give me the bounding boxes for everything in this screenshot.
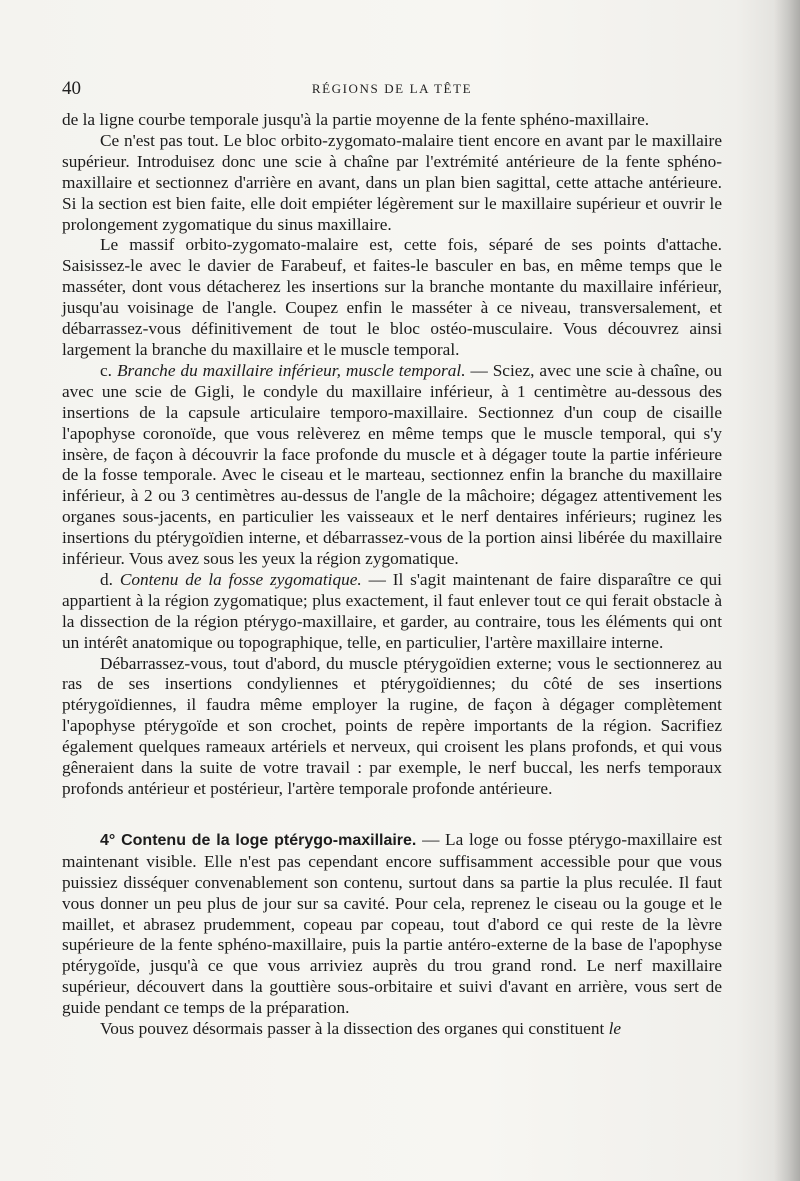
paragraph: de la ligne courbe temporale jusqu'à la partie moyenne de la fente sphéno-maxillaire.: [62, 110, 650, 129]
paragraph-body: — Il s'agit maintenant de faire disparaître ce qui appartient à la région zygomatique; plus exactement, il faut enlever tout ce qui ferait obstacle à la dissection de la région ptérygo-maxillaire, et garder, au contraire, tous les éléments qui ont un intérêt anatomique ou topographique, telle, en particulier, l'artère maxillaire interne.: [62, 569, 722, 652]
body-text: [62, 110, 722, 1040]
running-head: RÉGIONS DE LA TÊTE: [311, 81, 473, 96]
paragraph: Le massif orbito-zygomato-malaire est, cette fois, séparé de ses points d'attache. Saisissez-le avec le davier de Farabeuf, et faites-le basculer en bas, en même temps que le masséter, dont vous détacherez les insertions sur la branche montante du maxillaire inférieur, jusqu'au voisinage de l'angle. Coupez enfin le masséter à ce niveau, transversalement, et débarrassez-vous définitivement de tout le bloc ostéo-musculaire. Vous découvrez ainsi largement la branche du maxillaire et le muscle temporal.: [62, 235, 722, 359]
section-heading: 4° Contenu de la loge ptérygo-maxillaire.: [100, 831, 417, 849]
subsection-heading: Contenu de la fosse zygomatique.: [119, 569, 362, 589]
paragraph-branche-maxillaire: [62, 361, 722, 570]
paragraph: Ce n'est pas tout. Le bloc orbito-zygomato-malaire tient encore en avant par le maxillaire supérieur. Introduisez donc une scie à chaîne par l'extrémité antérieure de la fente sphéno-maxillaire et sectionnez d'arrière en avant, dans un plan bien sagittal, cette attache antérieure. Si la section est bien faite, elle doit empiéter légèrement sur le maxillaire supérieur et ouvrir le prolongement zygomatique du sinus maxillaire.: [62, 130, 722, 234]
subsection-heading: Branche du maxillaire inférieur, muscle temporal.: [116, 360, 466, 380]
paragraph-fosse-zygomatique: [62, 570, 722, 654]
paragraph-body: Vous pouvez désormais passer à la dissection des organes qui constituent: [100, 1019, 609, 1039]
paragraph-body: — Sciez, avec une scie à chaîne, ou avec une scie de Gigli, le condyle du maxillaire inférieur, à 1 centimètre au-dessous des insertions de la capsule articulaire temporo-maxillaire. Sectionnez d'un coup de cisaille l'apophyse coronoïde, que vous relèverez en même temps que le muscle temporal, qui s'y insère, de façon à découvrir la face profonde du muscle et à dégager toute la partie inférieure de la fosse temporale. Avec le ciseau et le marteau, sectionnez enfin la branche du maxillaire inférieur, à 2 ou 3 centimètres au-dessus de l'angle de la mâchoire; dégagez attentivement les organes sous-jacents, en particulier les vaisseaux et le nerf dentaires inférieurs; ruginez les insertions du ptérygoïdien interne, et débarrassez-vous de la portion ainsi libérée du maxillaire inférieur. Vous avez sous les yeux la région zygomatique.: [62, 360, 722, 569]
subsection-label: c.: [100, 360, 112, 380]
paragraph-body: — La loge ou fosse ptérygo-maxillaire est maintenant visible. Elle n'est pas cependant encore suffisamment accessible pour que vous puissiez disséquer convenablement son contenu, surtout dans sa partie la plus reculée. Il faut vous donner un peu plus de jour sur sa cavité. Pour cela, reprenez le ciseau ou la gouge et le maillet, et abrasez prudemment, copeau par copeau, tout d'abord ce qui reste de la lèvre supérieure de la fente sphéno-maxillaire, puis la partie antéro-externe de la base de l'apophyse ptérygoïde, jusqu'à ce que vous arriviez auprès du trou grand rond. Le nerf maxillaire supérieur, découvert dans la gouttière sous-orbitaire et suivi d'avant en arrière, vous sert de guide pendant ce temps de la préparation.: [62, 829, 723, 1018]
section-loge-pterygo-maxillaire: [62, 830, 722, 1019]
binding-shadow: [774, 0, 800, 1181]
paragraph: [62, 1019, 722, 1040]
subsection-label: d.: [100, 569, 113, 589]
page-number: 40: [62, 78, 81, 99]
page-header: [62, 78, 722, 102]
paragraph: Débarrassez-vous, tout d'abord, du muscle ptérygoïdien externe; vous le sectionnerez au ras de ses insertions condyliennes et ptérygoïdiennes; du côté de ses insertions ptérygoïdiennes, il faudra même employer la rugine, de façon à dégager complètement l'apophyse ptérygoïde et son crochet, points de repère importants de la région. Sacrifiez également quelques rameaux artériels et nerveux, qui croisent les plans profonds, et qui vous gêneraient dans la suite de votre travail : par exemple, le nerf buccal, les nerfs temporaux profonds antérieur et postérieur, l'artère temporale profonde antérieure.: [62, 653, 722, 798]
paragraph-last-word: le: [608, 1019, 622, 1039]
